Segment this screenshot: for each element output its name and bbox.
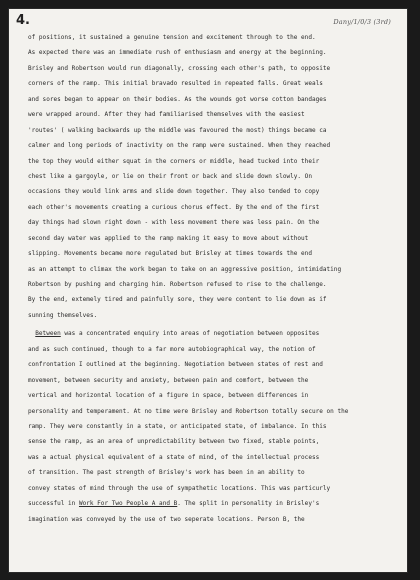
text-run: successful in [28, 500, 79, 508]
page-number: 4. [16, 13, 30, 28]
text-line: were wrapped around. After they had familiarised themselves with the easiest [28, 111, 305, 119]
text-line: each other's movements creating a curious chorus effect. By the end of the first [28, 203, 320, 211]
typewritten-text [28, 30, 395, 527]
text-line: sunning themselves. [28, 311, 98, 319]
paragraph-1 [28, 30, 395, 323]
text-run: . The split in personality in Brisley's [177, 500, 320, 508]
text-line: imagination was conveyed by the use of two seperate locations. Person B, the [28, 515, 305, 523]
text-line: of transition. The past strength of Brisley's work has been in an ability to [28, 469, 305, 477]
text-line: 'routes' ( walking backwards up the middle was favoured the most) things became ca [28, 126, 327, 134]
document-page [9, 9, 407, 572]
text-line: the top they would either squat in the corners or middle, head tucked into their [28, 157, 320, 165]
text-line: of positions, it sustained a genuine tension and excitement through to the end. [28, 34, 316, 41]
text-line: sense the ramp, as an area of unpredictability between two fixed, stable points, [28, 438, 320, 446]
text-line: corners of the ramp. This initial bravado resulted in repeated falls. Great weals [28, 80, 323, 88]
text-line: As expected there was an immediate rush of enthusiasm and energy at the beginning. [28, 49, 327, 57]
text-line: chest like a gargoyle, or lie on their front or back and slide down slowly. On [28, 172, 312, 180]
text-line: By the end, extemely tired and painfully sore, they were content to lie down as if [28, 296, 327, 304]
text-line [28, 326, 395, 341]
text-line: and as such continued, though to a far more autobiographical way, the notion of [28, 345, 316, 353]
text-line: movement, between security and anxiety, between pain and comfort, between the [28, 376, 309, 384]
text-line: day things had slown right down - with less movement there was less pain. On the [28, 219, 320, 227]
text-line: was a actual physical equivalent of a state of mind, of the intellectual process [28, 453, 320, 461]
paragraph-2 [28, 326, 395, 527]
text-line: convey states of mind through the use of sympathetic locations. This was particurly [28, 484, 331, 492]
underlined-title-work: Work For Two People A and B [78, 500, 178, 508]
text-line: and sores began to appear on their bodies. As the wounds got worse cotton bandages [28, 95, 327, 103]
text-line: calmer and long periods of inactivity on the ramp were sustained. When they reached [28, 142, 331, 150]
text-line: Brisley and Robertson would run diagonally, crossing each other's path, to opposite [28, 64, 331, 72]
text-line: second day water was applied to the ramp making it easy to move about without [28, 234, 309, 242]
text-line: Robertson by pushing and charging him. Robertson refused to rise to the challenge. [28, 281, 327, 288]
text-line: personality and temperament. At no time were Brisley and Robertson totally secure on the [28, 407, 349, 415]
text-line: confrontation I outlined at the beginning. Negotiation between states of rest and [28, 361, 323, 369]
text-line [28, 496, 395, 511]
text-line: ramp. They were constantly in a state, or anticipated state, of imbalance. In this [28, 422, 327, 430]
text-line: occasions they would link arms and slide down together. They also tended to copy [28, 188, 320, 196]
underlined-title-between: Between [35, 330, 61, 338]
text-run: was a concentrated enquiry into areas of negotiation between opposites [60, 330, 320, 338]
handwritten-archive-note: Dany/1/0/3 (3rd) [333, 18, 391, 26]
text-line: as an attempt to climax the work began to take on an aggressive position, intimidating [28, 265, 342, 273]
text-line: slipping. Movements became more regulated but Brisley at times towards the end [28, 250, 312, 258]
text-line: vertical and horizontal location of a figure in space, between differences in [28, 392, 309, 400]
